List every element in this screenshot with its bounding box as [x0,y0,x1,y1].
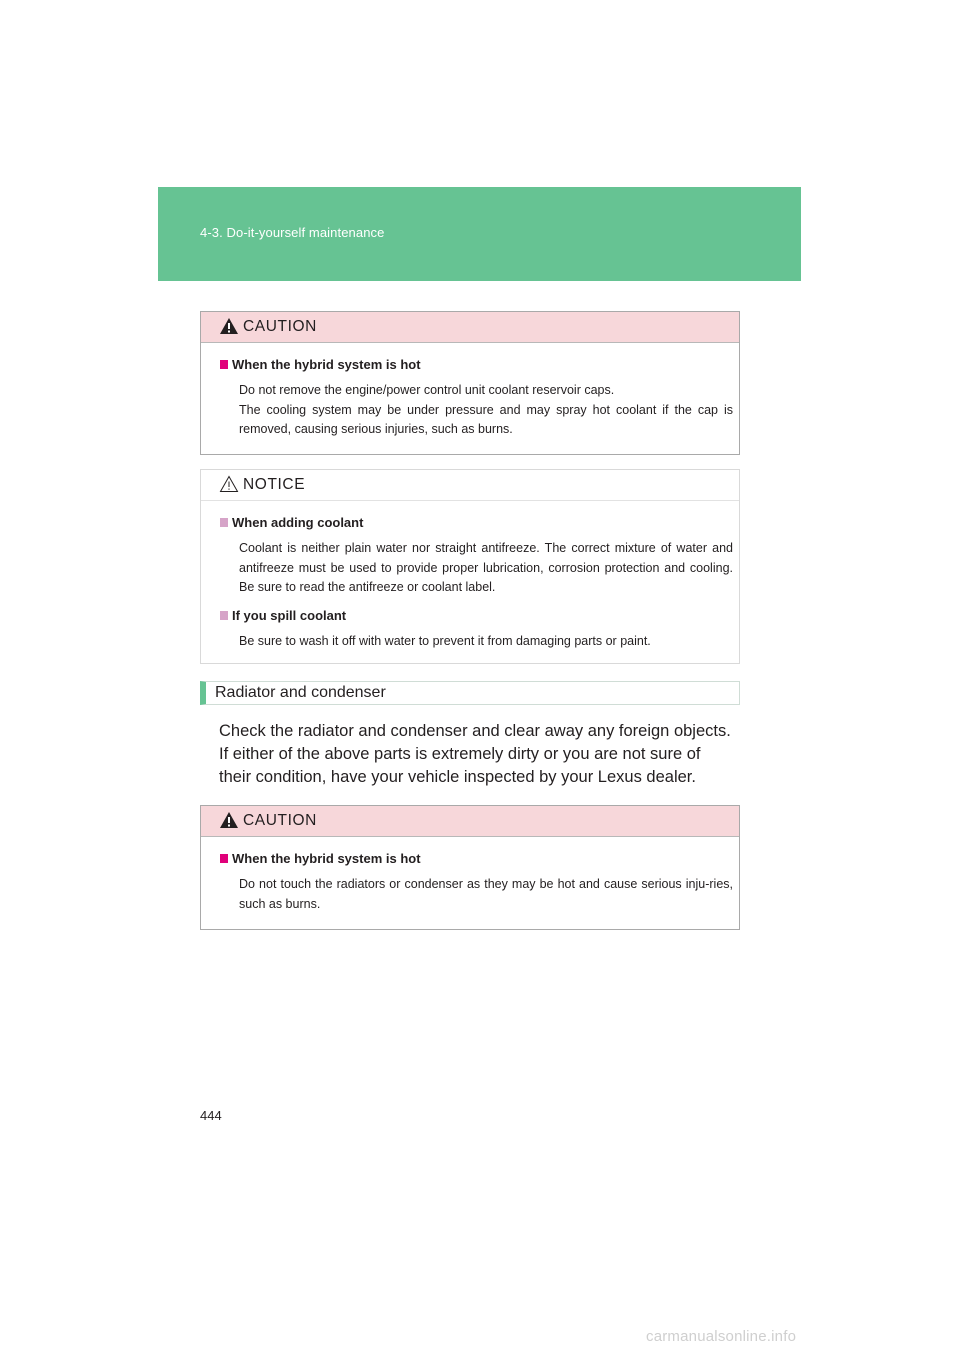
bullet-square-icon [220,611,228,620]
notice-box [200,469,740,664]
caution-title: CAUTION [243,812,317,829]
notice-item-heading: If you spill coolant [220,606,733,632]
bullet-square-icon [220,360,228,369]
caution-header [201,806,739,837]
caution-box-2 [200,805,740,930]
page-number: 444 [200,1108,222,1123]
notice-item-text: Be sure to wash it off with water to prevent it from damaging parts or paint. [239,633,651,648]
notice-warning-icon [219,475,239,493]
notice-title: NOTICE [243,476,306,493]
notice-item-text: Coolant is neither plain water nor straight antifreeze. The correct mixture of water and antifreeze must be used to provide proper lubrication, corrosion protection and cooling. Be sure to read the antifreeze or coolant label. [239,541,733,594]
section-heading-bar [200,681,740,705]
warning-icon [219,811,239,829]
section-body [219,720,737,789]
bullet-square-icon [220,518,228,527]
watermark: carmanualsonline.info [646,1328,797,1345]
section-title: Radiator and condenser [215,684,386,701]
notice-header [201,470,739,501]
warning-icon [219,317,239,335]
bullet-square-icon [220,854,228,863]
body-paragraph: Check the radiator and condenser and clear away any foreign objects. [219,722,731,740]
caution-item-text: Do not touch the radiators or condenser as they may be hot and cause serious inju-ries, such as burns. [239,877,733,911]
caution-item-text: Do not remove the engine/power control unit coolant reservoir caps. The cooling system may be under pressure and may spray hot coolant if the cap is removed, causing serious injuries, such as burns. [239,383,733,436]
caution-item-heading: When the hybrid system is hot [220,355,733,381]
caution-title: CAUTION [243,318,317,335]
chapter-label: 4-3. Do-it-yourself maintenance [200,225,385,240]
notice-item-heading: When adding coolant [220,513,733,539]
header-band [158,187,801,281]
caution-header [201,312,739,343]
caution-box-1 [200,311,740,455]
caution-item-heading: When the hybrid system is hot [220,849,733,875]
body-paragraph: If either of the above parts is extremely dirty or you are not sure of their condition, have your vehicle inspected by your Lexus dealer. [219,745,701,786]
